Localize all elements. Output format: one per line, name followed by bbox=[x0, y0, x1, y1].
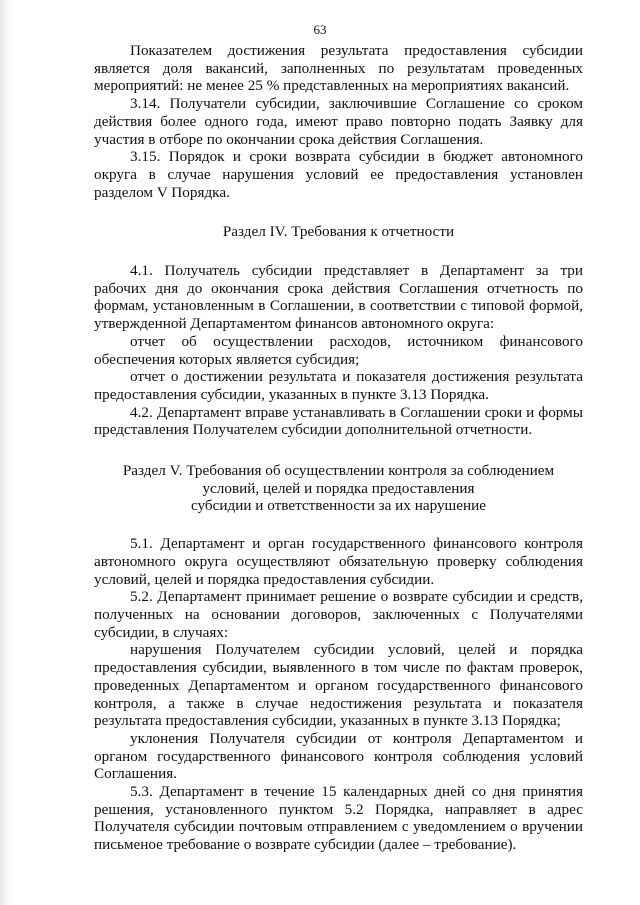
section-iv-heading-line: Раздел IV. Требования к отчетности bbox=[222, 223, 455, 241]
section-v-heading-line-3: субсидии и ответственности за их нарушение bbox=[191, 497, 486, 515]
paragraph-result-report: отчет о достижении результата и показателя достижения результата предоставления субсидии, указанных в пункте 3.13 Порядка. bbox=[94, 368, 583, 403]
paragraph-5-3: 5.3. Департамент в течение 15 календарных дней со дня принятия решения, установленного пунктом 5.2 Порядка, направляет в адрес Получателя субсидии почтовым отправлением с уведомлением о вручении письменое требование о возврате субсидии (далее – требование). bbox=[94, 783, 583, 854]
paragraph-5-2: 5.2. Департамент принимает решение о возврате субсидии и средств, полученных на основании договоров, заключенных с Получателями субсидии, в случаях: bbox=[94, 588, 583, 641]
scan-edge bbox=[0, 0, 12, 905]
section-v-heading-line-2: условий, целей и порядка предоставления bbox=[202, 479, 475, 497]
paragraph-3-14: 3.14. Получатели субсидии, заключившие Соглашение со сроком действия более одного года, имеют право повторно подать Заявку для участия в отборе по окончании срока действия Соглашения. bbox=[94, 95, 583, 148]
paragraph-3-15: 3.15. Порядок и сроки возврата субсидии в бюджет автономного округа в случае нарушения условий ее предоставления установлен разделом V Порядка. bbox=[94, 148, 583, 201]
paragraph-evasion-case: уклонения Получателя субсидии от контроля Департаментом и органом государственного финансового контроля соблюдения условий Соглашения. bbox=[94, 729, 583, 783]
paragraph-violation-case: нарушения Получателем субсидии условий, целей и порядка предоставления субсидии, выявленного в том числе по фактам проверок, проведенных Департаментом и органом государственного финансового контроля, а также в случае недостижения результата и показателя результата предоставления субсидии, указанных в пункте 3.13 Порядка; bbox=[94, 641, 583, 730]
section-v-heading-line-1: Раздел V. Требования об осуществлении контроля за соблюдением bbox=[122, 462, 555, 480]
document-body bbox=[94, 42, 583, 854]
paragraph-5-1: 5.1. Департамент и орган государственного финансового контроля автономного округа осуществляют обязательную проверку соблюдения условий, целей и порядка предоставления субсидии. bbox=[94, 535, 583, 588]
paragraph-4-1: 4.1. Получатель субсидии представляет в Департамент за три рабочих дня до окончания срока действия Соглашения отчетность по формам, установленным в Соглашении, в соответствии с типовой формой, утвержденной Департаментом финансов автономного округа: bbox=[94, 262, 583, 333]
section-v-heading bbox=[94, 462, 583, 515]
page-number: 63 bbox=[313, 22, 327, 37]
paragraph-indicator: Показателем достижения результата предоставления субсидии является доля вакансий, заполненных по результатам проведенных мероприятий: не менее 25 % представленных на мероприятиях вакансий. bbox=[94, 42, 583, 95]
paragraph-4-2: 4.2. Департамент вправе устанавливать в Соглашении сроки и формы представления Получателем субсидии дополнительной отчетности. bbox=[94, 403, 583, 439]
paragraph-expense-report: отчет об осуществлении расходов, источником финансового обеспечения которых является субсидия; bbox=[94, 332, 583, 368]
section-iv-heading bbox=[94, 223, 583, 241]
